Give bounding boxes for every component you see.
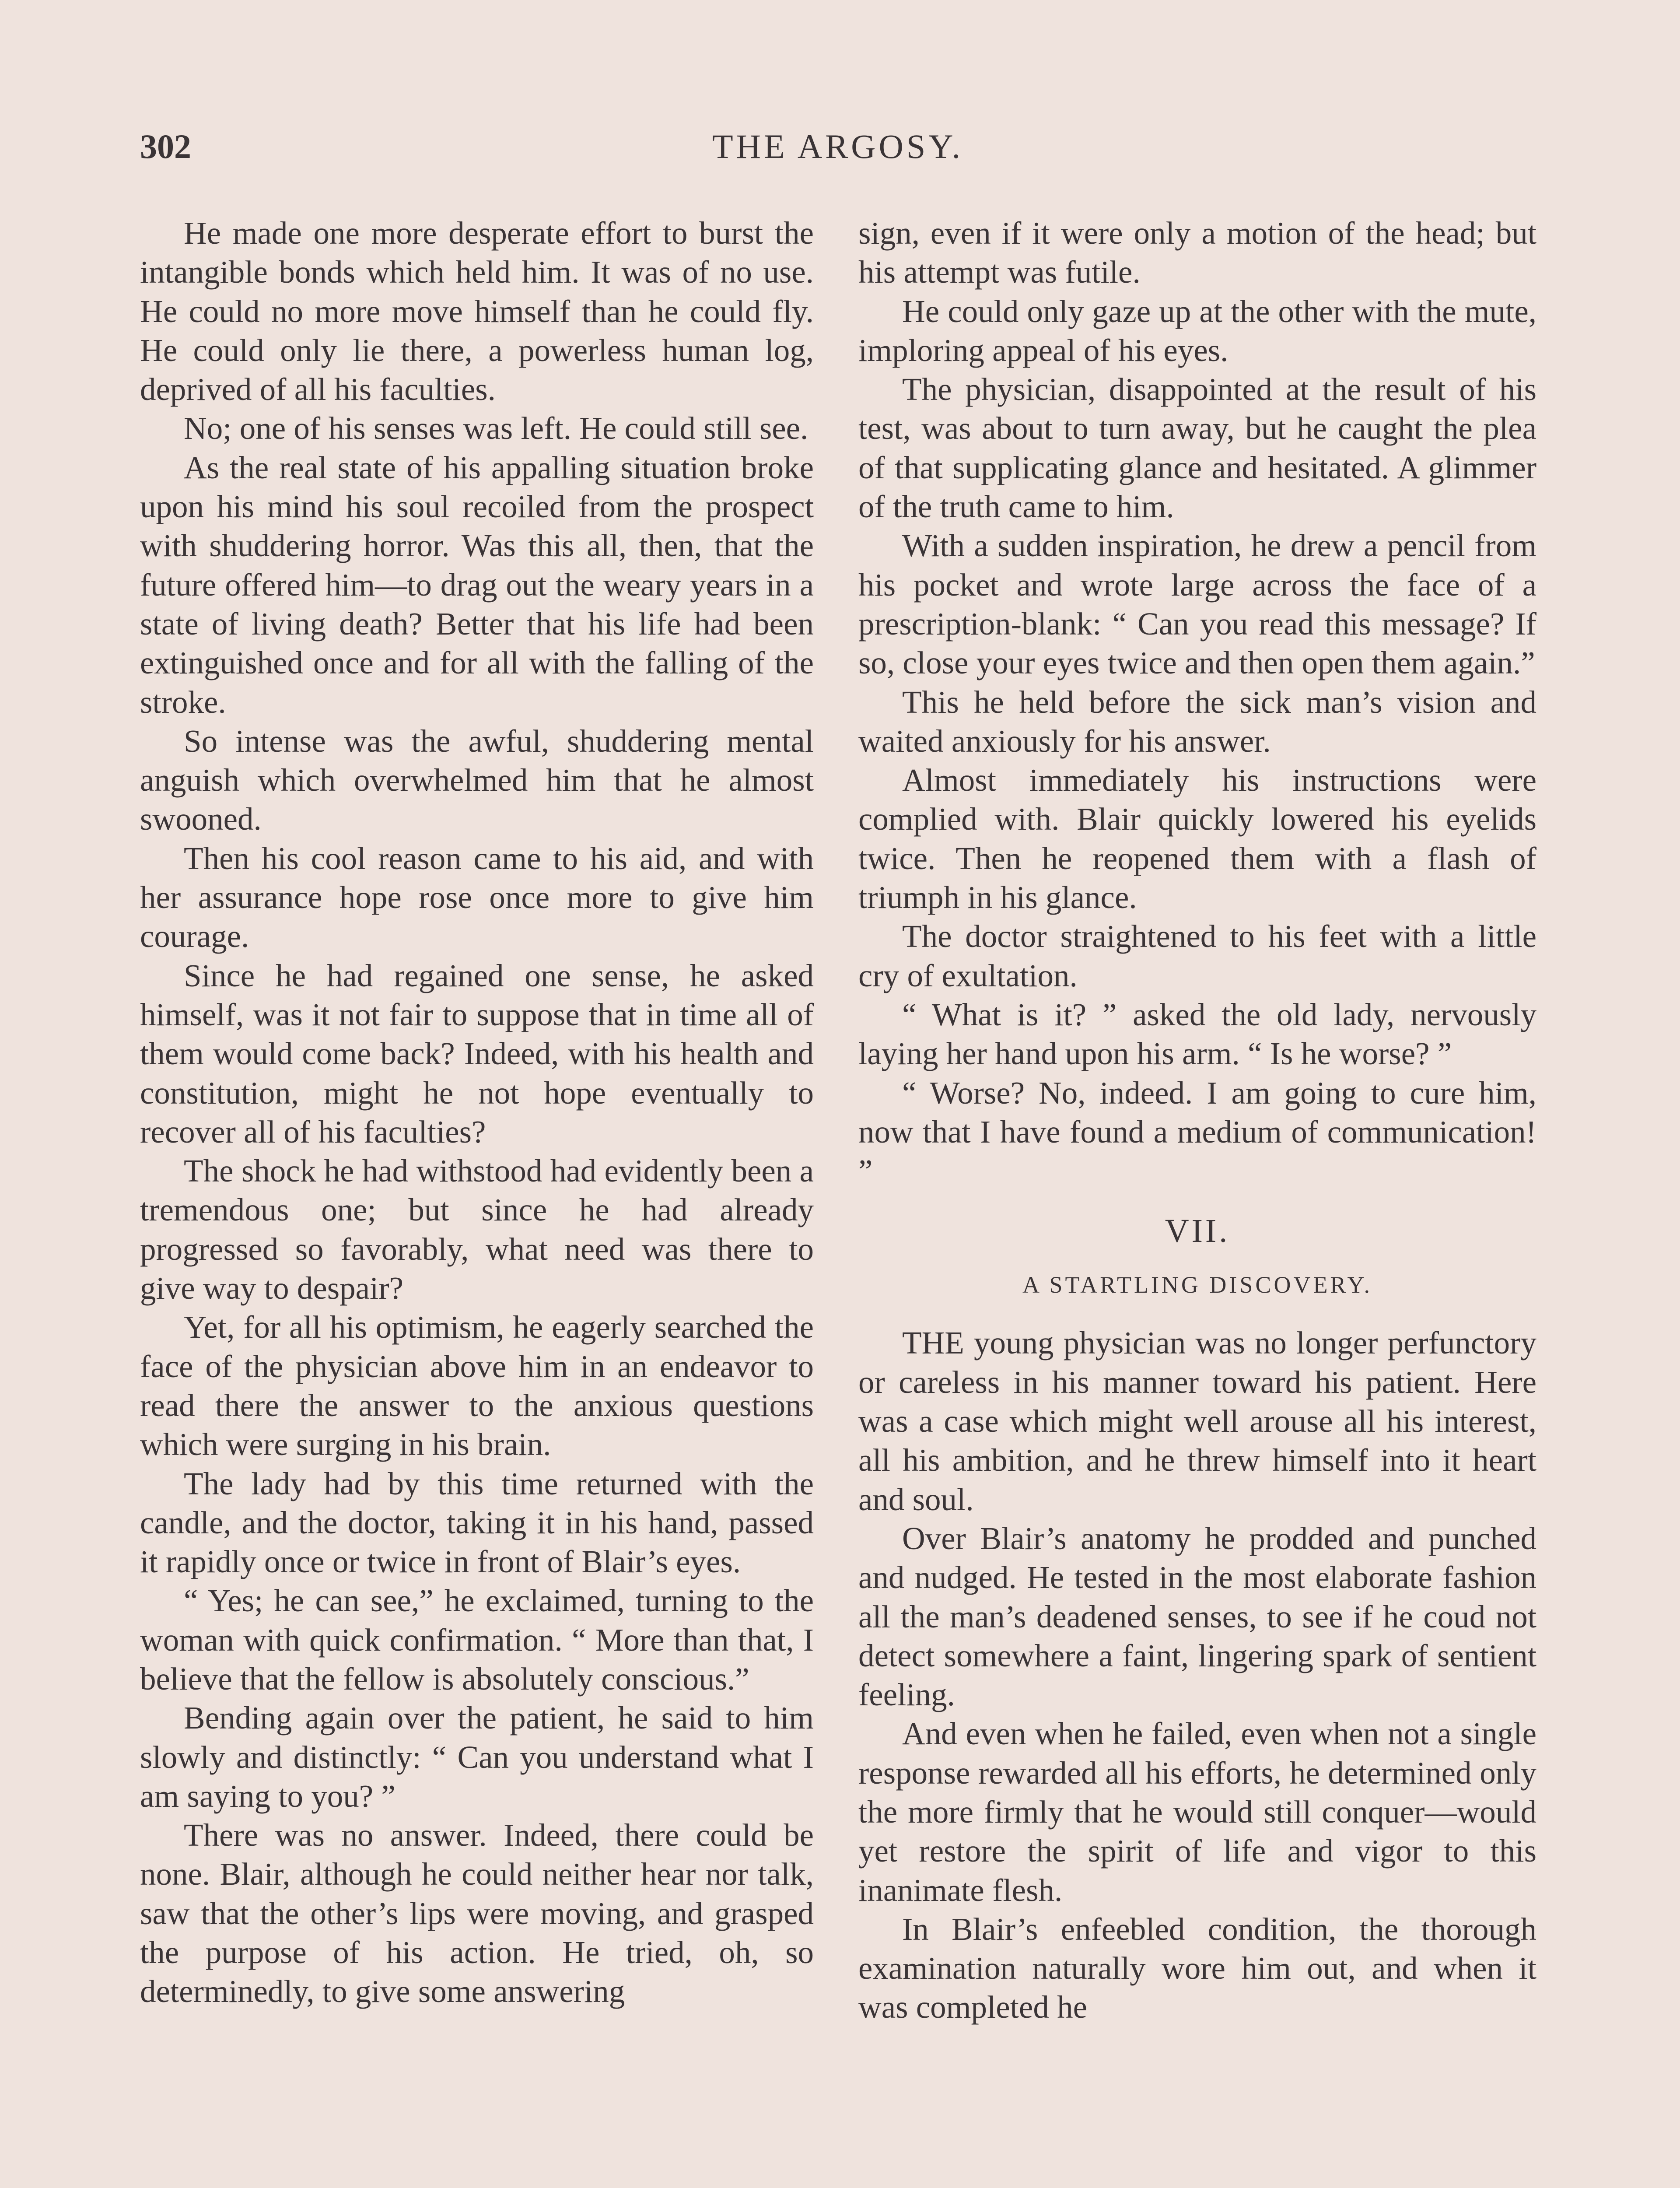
page-header xyxy=(140,127,1536,175)
paragraph: In Blair’s enfeebled condition, the thorough examination naturally wore him out, and when it was completed he xyxy=(858,1911,1536,2025)
paragraph: The doctor straightened to his feet with a little cry of exultation. xyxy=(858,919,1536,993)
paragraph: “ What is it? ” asked the old lady, nervously laying her hand upon his arm. “ Is he worse? ” xyxy=(858,996,1536,1072)
page-number: 302 xyxy=(140,127,191,165)
paragraph: Yet, for all his optimism, he eagerly searched the face of the physician above him in an endeavor to read there the answer to the anxious questions which were surging in his brain. xyxy=(140,1309,814,1462)
paragraph: Since he had regained one sense, he asked himself, was it not fair to suppose that in time all of them would come back? Indeed, with his health and constitution, might he not hope eventually to recover all of his faculties? xyxy=(140,957,814,1150)
paragraph: There was no answer. Indeed, there could be none. Blair, although he could neither hear nor talk, saw that the other’s lips were moving, and grasped the purpose of his action. He tried, oh, so determinedly, to give some answering xyxy=(140,1817,814,2009)
running-title: THE ARGOSY. xyxy=(712,127,963,165)
paragraph: The physician, disappointed at the result of his test, was about to turn away, but he caught the plea of that supplicating glance and hesitated. A glimmer of the truth came to him. xyxy=(858,372,1536,525)
paragraph: Almost immediately his instructions were complied with. Blair quickly lowered his eyelids twice. Then he reopened them with a flash of triumph in his glance. xyxy=(858,762,1536,915)
paragraph: He could only gaze up at the other with the mute, imploring appeal of his eyes. xyxy=(858,293,1536,368)
chapter-number: VII. xyxy=(1165,1213,1230,1250)
paragraph: “ Worse? No, indeed. I am going to cure him, now that I have found a medium of communication! ” xyxy=(858,1075,1536,1189)
paragraph: Then his cool reason came to his aid, and with her assurance hope rose once more to give him courage. xyxy=(140,840,814,954)
paragraph-continued: sign, even if it were only a motion of the head; but his attempt was futile. xyxy=(858,215,1536,290)
right-column xyxy=(858,214,1536,2027)
left-column xyxy=(140,214,814,2011)
paragraph: As the real state of his appalling situation broke upon his mind his soul recoiled from the prospect with shuddering horror. Was this all, then, that the future offered him—to drag out the weary years in a state of living death? Better that his life had been extinguished once and for all with the falling of the stroke. xyxy=(140,449,814,720)
paragraph: With a sudden inspiration, he drew a pencil from his pocket and wrote large across the face of a prescription-blank: “ Can you read this message? If so, close your eyes twice and then open them again.” xyxy=(858,528,1536,681)
paragraph: And even when he failed, even when not a single response rewarded all his efforts, he determined only the more firmly that he would still conquer—would yet restore the spirit of life and vigor to this inanimate flesh. xyxy=(858,1716,1536,1908)
paragraph: So intense was the awful, shuddering mental anguish which overwhelmed him that he almost swooned. xyxy=(140,723,814,837)
paragraph: He made one more desperate effort to burst the intangible bonds which held him. It was of no use. He could no more move himself than he could fly. He could only lie there, a powerless human log, deprived of all his faculties. xyxy=(140,215,814,407)
paragraph: The shock he had withstood had evidently been a tremendous one; but since he had already progressed so favorably, what need was there to give way to despair? xyxy=(140,1153,814,1306)
paragraph: The lady had by this time returned with the candle, and the doctor, taking it in his hand, passed it rapidly once or twice in front of Blair’s eyes. xyxy=(140,1466,814,1580)
paragraph: No; one of his senses was left. He could still see. xyxy=(184,410,808,446)
paragraph: THE young physician was no longer perfunctory or careless in his manner toward his patient. Here was a case which might well arouse all his interest, all his ambition, and he threw himself into it heart and soul. xyxy=(858,1325,1536,1517)
paragraph: “ Yes; he can see,” he exclaimed, turning to the woman with quick confirmation. “ More than that, I believe that the fellow is absolutely conscious.” xyxy=(140,1583,814,1697)
paragraph: Bending again over the patient, he said to him slowly and distinctly: “ Can you understand what I am saying to you? ” xyxy=(140,1700,814,1814)
paragraph: This he held before the sick man’s vision and waited anxiously for his answer. xyxy=(858,684,1536,759)
chapter-title: A STARTLING DISCOVERY. xyxy=(1022,1272,1372,1298)
paragraph: Over Blair’s anatomy he prodded and punched and nudged. He tested in the most elaborate fashion all the man’s deadened senses, to see if he coud not detect somewhere a faint, lingering spark of sentient feeling. xyxy=(858,1520,1536,1713)
